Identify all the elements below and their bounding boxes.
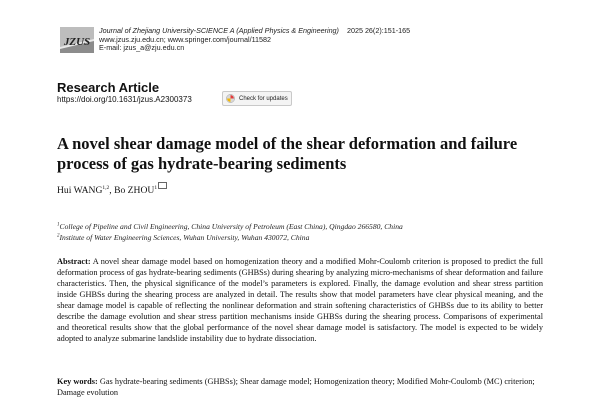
affiliation-text: College of Pipeline and Civil Engineering, China University of Petroleum (East China), Qingdao 266580, China <box>59 222 403 231</box>
journal-logo-text: JZUS <box>63 36 91 48</box>
keywords <box>57 376 543 398</box>
check-updates-icon <box>226 94 235 103</box>
check-for-updates-button[interactable] <box>222 91 292 106</box>
abstract-text: A novel shear damage model based on homogenization theory and a modified Mohr-Coulomb criterion is proposed to predict the full deformation process of gas hydrate-bearing sediments (GHBSs) during shearing by analyzing micro-mechanisms of shear deformation and failure characteristics. Then, the physical significance of the model’s parameters is explored. Finally, the damage evolution and shear stress partition inside GHBSs during the shearing process are analyzed in detail. The results show that model parameters have clear physical meaning, and the shear damage model is capable of reflecting the nonlinear deformation and strain softening characteristics of GHBSs due to its ability to better describe the damage evolution and shear stress partition mechanisms inside GHBSs during the shearing process. Comparisons of experimental and theoretical results show that the global performance of the novel shear damage model is satisfactory. The model is expected to be widely adopted to analyze submarine landslide instability due to hydrate dissociation. <box>57 257 543 344</box>
journal-logo <box>60 27 94 53</box>
keywords-text: Gas hydrate-bearing sediments (GHBSs); Shear damage model; Homogenization theory; Modified Mohr-Coulomb (MC) criterion; Damage evolution <box>57 377 535 397</box>
affiliation-text: Institute of Water Engineering Sciences, Wuhan University, Wuhan 430072, China <box>59 233 310 242</box>
author-list: Hui WANG$^{1,2}$, Bo ZHOU$^1$ <box>57 185 167 196</box>
journal-name: Journal of Zhejiang University-SCIENCE A (Applied Physics & Engineering) <box>99 26 339 35</box>
affiliation-mark: 2 <box>57 233 60 239</box>
journal-email[interactable]: E-mail: jzus_a@zju.edu.cn <box>99 43 185 53</box>
affiliation-2 <box>57 233 309 242</box>
author-name[interactable]: Hui WANG <box>57 185 103 196</box>
affiliation-mark: 1 <box>57 222 60 228</box>
article-title: A novel shear damage model of the shear deformation and failure process of gas hydrate-bearing sediments <box>57 134 518 173</box>
affiliation-1 <box>57 222 403 231</box>
author-affiliation-mark: 1,2 <box>102 184 110 191</box>
journal-websites[interactable]: www.jzus.zju.edu.cn; www.springer.com/journal/11582 <box>99 34 272 44</box>
author-name[interactable]: Bo ZHOU <box>114 185 155 196</box>
article-type: Research Article <box>57 80 160 95</box>
corresponding-author-mail-icon[interactable] <box>158 182 167 189</box>
doi-link[interactable]: https://doi.org/10.1631/jzus.A2300373 <box>57 95 192 104</box>
abstract <box>57 256 543 344</box>
check-updates-label: Check for updates <box>239 95 288 102</box>
keywords-label: Key words: <box>57 377 98 386</box>
author-affiliation-mark: 1 <box>154 184 158 191</box>
abstract-label: Abstract: <box>57 257 91 266</box>
journal-info <box>99 27 410 53</box>
journal-issue: 2025 26(2):151-165 <box>346 26 411 35</box>
